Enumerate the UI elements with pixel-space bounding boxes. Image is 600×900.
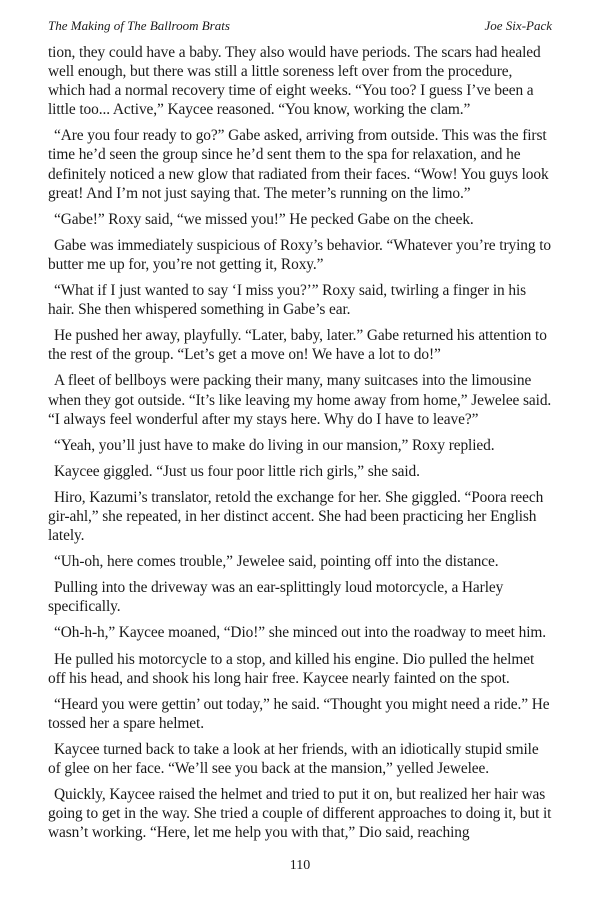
- paragraph: “What if I just wanted to say ‘I miss you?’” Roxy said, twirling a finger in his hair. She then whispered something in Gabe’s ear.: [48, 282, 527, 319]
- paragraph: He pulled his motorcycle to a stop, and killed his engine. Dio pulled the helmet off his head, and shook his long hair free. Kaycee nearly fainted on the spot.: [48, 650, 535, 687]
- header-author: Joe Six-Pack: [484, 18, 552, 33]
- paragraph: Gabe was immediately suspicious of Roxy’s behavior. “Whatever you’re trying to butter me up for, you’re not getting it, Roxy.”: [48, 236, 551, 273]
- body-text: [48, 43, 552, 842]
- running-header: [48, 18, 552, 40]
- paragraph: “Yeah, you’ll just have to make do living in our mansion,” Roxy replied.: [54, 436, 495, 454]
- paragraph: tion, they could have a baby. They also would have periods. The scars had healed well enough, but there was still a little soreness left over from the procedure, which had a normal recovery time of eight weeks. “You too? I guess I’ve been a little too... Active,” Kaycee reasoned. “You know, working the clam.”: [48, 44, 541, 119]
- paragraph: Quickly, Kaycee raised the helmet and tried to put it on, but realized her hair was going to get in the way. She tried a couple of different approaches to doing it, but it wasn’t working. “Here, let me help you with that,” Dio said, reaching: [48, 786, 552, 842]
- paragraph: Hiro, Kazumi’s translator, retold the exchange for her. She giggled. “Poora reech gir-ahl,” she repeated, in her distinct accent. She had been practicing her English lately.: [48, 488, 544, 545]
- paragraph: A fleet of bellboys were packing their many, many suitcases into the limousine when they got outside. “It’s like leaving my home away from home,” Jewelee said. “I always feel wonderful after my stays here. Why do I have to leave?”: [48, 372, 552, 428]
- paragraph: “Are you four ready to go?” Gabe asked, arriving from outside. This was the first time he’d seen the group since he’d sent them to the spa for relaxation, and he definitely noticed a new glow that radiated from their faces. “Wow! You guys look great! And I’m not just saying that. The meter’s running on the limo.”: [48, 127, 549, 202]
- paragraph: Kaycee turned back to take a look at her friends, with an idiotically stupid smile of glee on her face. “We’ll see you back at the mansion,” yelled Jewelee.: [48, 740, 539, 777]
- page-number: 110: [289, 858, 311, 873]
- paragraph: Pulling into the driveway was an ear-splittingly loud motorcycle, a Harley specifically.: [48, 579, 504, 616]
- paragraph: Kaycee giggled. “Just us four poor little rich girls,” she said.: [54, 462, 420, 480]
- paragraph: “Heard you were gettin’ out today,” he said. “Thought you might need a ride.” He tossed her a spare helmet.: [48, 695, 550, 732]
- paragraph: “Oh-h-h,” Kaycee moaned, “Dio!” she minced out into the roadway to meet him.: [54, 624, 546, 642]
- paragraph: He pushed her away, playfully. “Later, baby, later.” Gabe returned his attention to the rest of the group. “Let’s get a move on! We have a lot to do!”: [48, 327, 547, 364]
- paragraph: “Gabe!” Roxy said, “we missed you!” He pecked Gabe on the cheek.: [54, 210, 474, 228]
- header-book-title: The Making of The Ballroom Brats: [48, 18, 230, 33]
- paragraph: “Uh-oh, here comes trouble,” Jewelee said, pointing off into the distance.: [54, 553, 499, 571]
